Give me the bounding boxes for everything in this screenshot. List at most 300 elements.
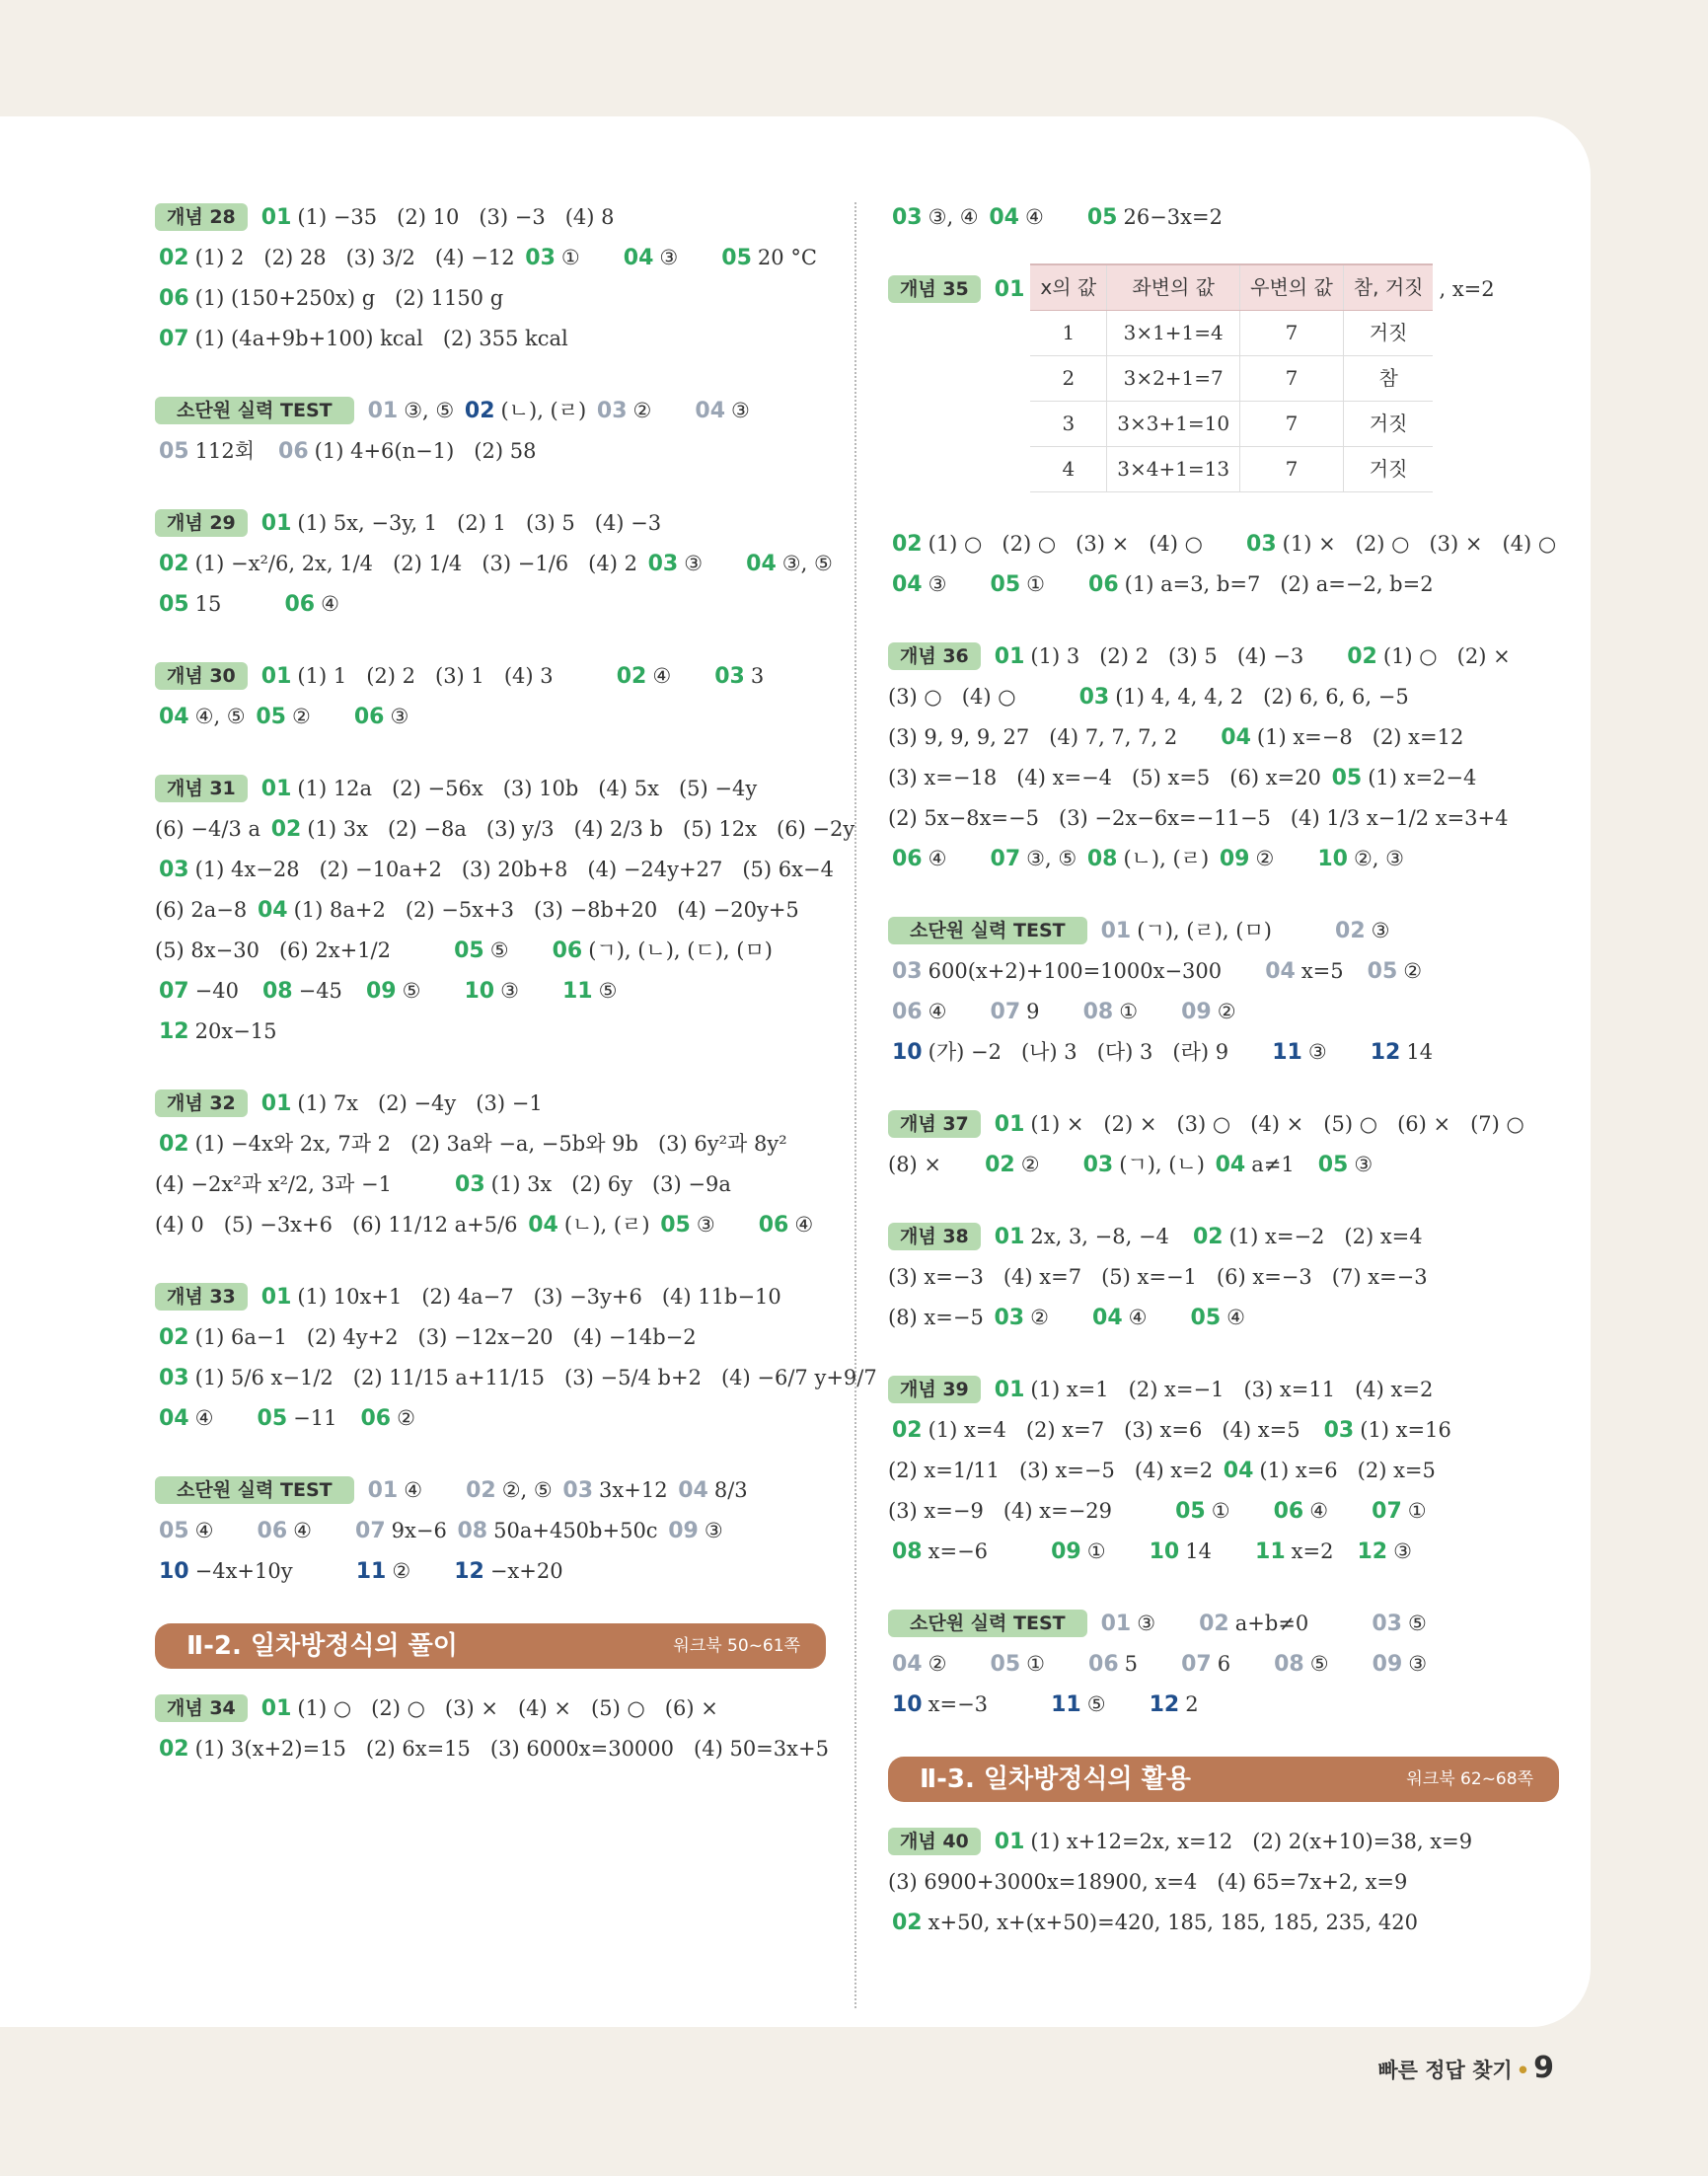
answer-block bbox=[155, 197, 826, 359]
answer-block bbox=[155, 503, 833, 625]
question-number: 12 bbox=[1370, 1040, 1401, 1065]
answer-text: (1) (150+250x) g (2) 1150 g bbox=[194, 286, 504, 310]
answer-text: 112회 bbox=[194, 439, 275, 463]
question-number: 04 bbox=[623, 246, 654, 270]
answer-text: ③, ⑤ bbox=[1026, 847, 1083, 870]
table-cell: 4 bbox=[1030, 447, 1106, 492]
question-number: 03 bbox=[994, 1306, 1025, 1330]
question-number: 01 bbox=[260, 1091, 292, 1116]
answer-text: ④ bbox=[794, 1213, 814, 1237]
question-number: 09 bbox=[1219, 847, 1250, 871]
question-number: 04 bbox=[159, 705, 189, 729]
answer-block bbox=[155, 1277, 877, 1439]
question-number: 04 bbox=[1265, 959, 1296, 984]
answer-text: −4x+10y bbox=[194, 1559, 352, 1583]
answer-text: ④ bbox=[1226, 1306, 1245, 1329]
answer-line bbox=[155, 584, 826, 625]
answer-text: (1) x+12=2x, x=12 (2) 2(x+10)=38, x=9 bbox=[1030, 1830, 1473, 1853]
question-number: 02 bbox=[616, 664, 647, 689]
answer-text: ① bbox=[1407, 1499, 1427, 1523]
table-cell: 7 bbox=[1240, 356, 1344, 402]
question-number: 06 bbox=[552, 938, 583, 963]
question-number: 03 bbox=[455, 1172, 485, 1197]
left-after-blocks bbox=[155, 1688, 829, 1769]
answer-text: (3) x=−18 (4) x=−4 (5) x=5 (6) x=20 bbox=[888, 766, 1328, 789]
answer-text: (1) (4a+9b+100) kcal (2) 355 kcal bbox=[194, 327, 568, 350]
answer-text: (1) x=4 (2) x=7 (3) x=6 (4) x=5 bbox=[928, 1418, 1320, 1442]
answer-text: 6 bbox=[1217, 1652, 1271, 1676]
concept-tag: 개념 34 bbox=[155, 1694, 248, 1722]
answer-text: ① bbox=[1119, 1000, 1178, 1023]
answer-line bbox=[888, 1862, 1559, 1903]
question-number: 04 bbox=[695, 399, 726, 423]
answer-text: (1) × (2) ○ (3) × (4) ○ bbox=[1282, 532, 1557, 556]
answer-text: (가) −2 (나) 3 (다) 3 (라) 9 bbox=[928, 1040, 1269, 1064]
answer-line bbox=[888, 1145, 1559, 1185]
question-number: 03 bbox=[159, 1366, 189, 1390]
answer-line bbox=[155, 1398, 826, 1439]
question-number: 03 bbox=[892, 205, 923, 230]
answer-line bbox=[155, 1511, 826, 1551]
question-number: 11 bbox=[561, 979, 593, 1004]
answer-line bbox=[888, 1298, 1559, 1338]
question-number: 01 bbox=[367, 399, 399, 423]
answer-line bbox=[155, 238, 826, 278]
answer-text: (1) × (2) × (3) ○ (4) × (5) ○ (6) × (7) ○ bbox=[1030, 1112, 1524, 1136]
answer-line bbox=[888, 677, 1559, 717]
section-title: Ⅱ-2. 일차방정식의 풀이 bbox=[186, 1630, 458, 1661]
question-number: 04 bbox=[892, 572, 923, 597]
answer-text: 26−3x=2 bbox=[1123, 205, 1223, 229]
answer-text: (1) ○ (2) ○ (3) × (4) × (5) ○ (6) × bbox=[297, 1696, 718, 1720]
answer-line bbox=[155, 1317, 826, 1358]
question-number: 04 bbox=[1215, 1153, 1246, 1177]
answer-text: 9x−6 bbox=[391, 1519, 454, 1542]
answer-block bbox=[888, 1604, 1559, 1725]
answer-text: (1) 1 (2) 2 (3) 1 (4) 3 bbox=[297, 664, 613, 688]
answer-block bbox=[155, 1084, 826, 1245]
answer-block bbox=[155, 391, 826, 472]
table-header-row bbox=[1030, 264, 1433, 311]
question-number: 05 bbox=[1190, 1306, 1222, 1330]
answer-text: x=−3 bbox=[928, 1692, 1048, 1716]
question-number: 03 bbox=[1078, 685, 1110, 710]
answer-text: 2x, 3, −8, −4 bbox=[1030, 1225, 1189, 1248]
answer-text: (1) x=1 (2) x=−1 (3) x=11 (4) x=2 bbox=[1030, 1378, 1434, 1401]
question-number: 02 bbox=[159, 1737, 189, 1762]
answer-text: ⑤ bbox=[1086, 1692, 1146, 1716]
question-number: 08 bbox=[1274, 1652, 1304, 1677]
answer-text: (1) 3 (2) 2 (3) 5 (4) −3 bbox=[1030, 644, 1344, 668]
question-number: 08 bbox=[457, 1519, 488, 1543]
question-number: 01 bbox=[994, 1112, 1025, 1137]
answer-line bbox=[155, 1277, 826, 1317]
answer-block bbox=[155, 656, 826, 737]
question-number: 02 bbox=[892, 1418, 923, 1443]
question-number: 09 bbox=[1372, 1652, 1403, 1677]
table-row bbox=[1030, 311, 1433, 356]
concept-tag: 개념 40 bbox=[888, 1828, 981, 1855]
table-cell: 1 bbox=[1030, 311, 1106, 356]
answer-line bbox=[888, 1604, 1559, 1644]
question-number: 03 bbox=[1082, 1153, 1114, 1177]
answer-text: ① bbox=[1026, 572, 1085, 596]
answer-text: (4) 0 (5) −3x+6 (6) 11/12 a+5/6 bbox=[155, 1213, 525, 1237]
answer-text: ② bbox=[1020, 1153, 1079, 1176]
answer-text: 600(x+2)+100=1000x−300 bbox=[928, 959, 1262, 983]
table-header: 우변의 값 bbox=[1240, 264, 1344, 311]
question-number: 06 bbox=[892, 847, 923, 871]
question-number: 01 bbox=[994, 1378, 1025, 1402]
answer-text: ③ bbox=[704, 1519, 723, 1542]
question-number: 05 bbox=[257, 1406, 288, 1431]
answer-text: x+50, x+(x+50)=420, 185, 185, 185, 235, 420 bbox=[928, 1911, 1418, 1934]
answer-line bbox=[155, 971, 826, 1012]
question-number: 06 bbox=[159, 286, 189, 311]
answer-text: (1) −4x와 2x, 7과 2 (2) 3a와 −a, −5b와 9b (3) 6y²과 8y² bbox=[194, 1132, 787, 1156]
question-number: 09 bbox=[668, 1519, 699, 1543]
page-number: 9 bbox=[1533, 2051, 1554, 2085]
question-number: 10 bbox=[464, 979, 495, 1004]
question-number: 05 bbox=[159, 1519, 189, 1543]
concept-tag: 개념 37 bbox=[888, 1110, 981, 1138]
answer-text: ③ bbox=[1307, 1040, 1367, 1064]
unit-test-tag: 소단원 실력 TEST bbox=[155, 397, 354, 424]
answer-line bbox=[888, 1685, 1559, 1725]
question-number: 05 bbox=[660, 1213, 691, 1238]
answer-text: 50a+450b+50c bbox=[493, 1519, 665, 1542]
answer-line bbox=[155, 1084, 826, 1124]
table-cell: 3×3+1=10 bbox=[1107, 402, 1240, 447]
question-number: 02 bbox=[159, 1132, 189, 1157]
question-number: 11 bbox=[355, 1559, 387, 1584]
question-number: 12 bbox=[1149, 1692, 1180, 1717]
answer-line bbox=[155, 697, 826, 737]
answer-line bbox=[888, 637, 1559, 677]
answer-text: ⑤ bbox=[1407, 1612, 1427, 1635]
question-number: 01 bbox=[994, 1225, 1025, 1249]
answer-text: (6) −4/3 a bbox=[155, 817, 267, 841]
answer-text: (8) × bbox=[888, 1153, 982, 1176]
value-table bbox=[1030, 263, 1433, 492]
table-cell: 3 bbox=[1030, 402, 1106, 447]
concept-tag: 개념 39 bbox=[888, 1376, 981, 1403]
answer-text: (3) ○ (4) ○ bbox=[888, 685, 1076, 709]
table-row bbox=[1030, 447, 1433, 492]
section-title: Ⅱ-3. 일차방정식의 활용 bbox=[920, 1763, 1191, 1794]
question-number: 03 bbox=[596, 399, 628, 423]
question-number: 08 bbox=[892, 1539, 923, 1564]
answer-line bbox=[888, 951, 1559, 992]
answer-text: ②, ③ bbox=[1353, 847, 1404, 870]
answer-text: (1) −x²/6, 2x, 1/4 (2) 1/4 (3) −1/6 (4) 2 bbox=[194, 552, 644, 575]
answer-text: x=−6 bbox=[928, 1539, 1048, 1563]
answer-text: (1) 4+6(n−1) (2) 58 bbox=[314, 439, 537, 463]
question-number: 07 bbox=[355, 1519, 386, 1543]
answer-text: ④ bbox=[928, 847, 987, 870]
answer-text: (1) 5/6 x−1/2 (2) 11/15 a+11/15 (3) −5/4 b+2 (4) −6/7 y+9/7 bbox=[194, 1366, 877, 1389]
answer-text: , x=2 bbox=[1439, 277, 1495, 301]
answer-text: 20x−15 bbox=[194, 1019, 277, 1043]
concept-35-block bbox=[888, 269, 1559, 492]
question-number: 02 bbox=[159, 246, 189, 270]
answer-text: (1) 3x (2) −8a (3) y/3 (4) 2/3 b (5) 12x (6) −2y bbox=[307, 817, 855, 841]
question-number: 12 bbox=[159, 1019, 189, 1044]
question-number: 01 bbox=[367, 1478, 399, 1503]
question-number: 02 bbox=[892, 1911, 923, 1935]
right-after-blocks bbox=[888, 1822, 1559, 1943]
answer-text: x=2 bbox=[1291, 1539, 1354, 1563]
unit-test-tag: 소단원 실력 TEST bbox=[155, 1476, 354, 1504]
answer-text: (ㄴ), (ㄹ) bbox=[500, 399, 593, 422]
answer-line bbox=[888, 1451, 1559, 1491]
question-number: 12 bbox=[1357, 1539, 1388, 1564]
answer-text: (1) 6a−1 (2) 4y+2 (3) −12x−20 (4) −14b−2 bbox=[194, 1325, 697, 1349]
question-number: 03 bbox=[1246, 532, 1277, 557]
answer-block bbox=[888, 1822, 1559, 1943]
question-number: 04 bbox=[892, 1652, 923, 1677]
right-blocks bbox=[888, 524, 1559, 1725]
answer-line bbox=[888, 911, 1559, 951]
question-number: 05 bbox=[454, 938, 484, 963]
answer-text: ③ bbox=[1371, 919, 1390, 942]
answer-text: (1) 5x, −3y, 1 (2) 1 (3) 5 (4) −3 bbox=[297, 511, 662, 535]
question-number: 05 bbox=[721, 246, 752, 270]
footer-label: 빠른 정답 찾기 bbox=[1377, 2059, 1513, 2082]
answer-line bbox=[888, 269, 1559, 492]
answer-line bbox=[155, 503, 826, 544]
answer-text: (1) 3(x+2)=15 (2) 6x=15 (3) 6000x=30000 (4) 50=3x+5 bbox=[194, 1737, 829, 1761]
answer-text: ④ bbox=[928, 1000, 987, 1023]
question-number: 02 bbox=[1347, 644, 1377, 669]
question-number: 10 bbox=[892, 1040, 923, 1065]
answer-block bbox=[155, 769, 855, 1052]
answer-text: ③ bbox=[684, 552, 743, 575]
question-number: 10 bbox=[159, 1559, 189, 1584]
answer-line bbox=[888, 1410, 1559, 1451]
answer-text: (1) ○ (2) ○ (3) × (4) ○ bbox=[928, 532, 1243, 556]
answer-text: (4) −2x²과 x²/2, 3과 −1 bbox=[155, 1172, 452, 1196]
answer-line bbox=[888, 992, 1559, 1032]
answer-block bbox=[888, 197, 1559, 238]
answer-text: (6) 2a−8 bbox=[155, 898, 254, 922]
question-number: 06 bbox=[353, 705, 385, 729]
question-number: 05 bbox=[1175, 1499, 1206, 1524]
answer-line bbox=[888, 1217, 1559, 1257]
question-number: 02 bbox=[270, 817, 302, 842]
answer-line bbox=[155, 391, 826, 431]
answer-text: (1) x=−2 (2) x=4 bbox=[1228, 1225, 1423, 1248]
unit-test-tag: 소단원 실력 TEST bbox=[888, 1610, 1087, 1637]
answer-text: ③ bbox=[1354, 1153, 1374, 1176]
question-number: 07 bbox=[159, 979, 189, 1004]
answer-text: ④ bbox=[194, 1406, 254, 1430]
answer-text: a≠1 bbox=[1251, 1153, 1314, 1176]
question-number: 11 bbox=[1051, 1692, 1081, 1717]
answer-text: (1) ○ (2) × bbox=[1382, 644, 1511, 668]
answer-text: ① bbox=[1086, 1539, 1146, 1563]
answer-text: ② bbox=[1255, 847, 1314, 870]
table-header: 참, 거짓 bbox=[1343, 264, 1433, 311]
answer-text: ① bbox=[1026, 1652, 1085, 1676]
answer-text: 3x+12 bbox=[599, 1478, 675, 1502]
concept-tag: 개념 38 bbox=[888, 1223, 981, 1250]
answer-text: ⑤ bbox=[489, 938, 549, 962]
column-divider bbox=[854, 202, 856, 2008]
answer-text: ③ bbox=[1408, 1652, 1428, 1676]
table-cell: 7 bbox=[1240, 402, 1344, 447]
answer-text: ③ bbox=[500, 979, 558, 1003]
answer-line bbox=[155, 1729, 829, 1769]
section-banner-2 bbox=[155, 1623, 826, 1669]
answer-text: 5 bbox=[1124, 1652, 1178, 1676]
question-number: 04 bbox=[1092, 1306, 1123, 1330]
answer-block bbox=[888, 524, 1559, 605]
answer-text: (1) 10x+1 (2) 4a−7 (3) −3y+6 (4) 11b−10 bbox=[297, 1285, 781, 1309]
question-number: 03 bbox=[1372, 1612, 1402, 1636]
answer-text: ④ bbox=[652, 664, 711, 688]
answer-text: ② bbox=[632, 399, 692, 422]
concept-tag: 개념 32 bbox=[155, 1089, 248, 1117]
left-blocks bbox=[155, 197, 877, 1592]
question-number: 04 bbox=[159, 1406, 189, 1431]
answer-text: ② bbox=[1030, 1306, 1089, 1329]
concept-tag: 개념 30 bbox=[155, 662, 248, 690]
answer-text: ② bbox=[397, 1406, 415, 1430]
answer-text: 20 °C bbox=[757, 246, 817, 269]
answer-text: (3) x=−3 (4) x=7 (5) x=−1 (6) x=−3 (7) x=−3 bbox=[888, 1265, 1428, 1289]
answer-line bbox=[888, 197, 1559, 238]
question-number: 01 bbox=[260, 1696, 292, 1721]
answer-text: ③ bbox=[659, 246, 718, 269]
answer-line bbox=[888, 1822, 1559, 1862]
table-cell: 7 bbox=[1240, 447, 1344, 492]
question-number: 06 bbox=[257, 1519, 288, 1543]
question-number: 09 bbox=[365, 979, 397, 1004]
answer-text: ④ bbox=[194, 1519, 254, 1542]
question-number: 03 bbox=[714, 664, 745, 689]
answer-text: ② bbox=[1403, 959, 1423, 983]
answer-text: (1) x=2−4 bbox=[1368, 766, 1477, 789]
table-cell: 7 bbox=[1240, 311, 1344, 356]
answer-text: ③, ⑤ bbox=[781, 552, 833, 575]
answer-text: (1) x=16 bbox=[1360, 1418, 1451, 1442]
table-cell: 3×2+1=7 bbox=[1107, 356, 1240, 402]
answer-line bbox=[888, 1104, 1559, 1145]
answer-text: (2) x=1/11 (3) x=−5 (4) x=2 bbox=[888, 1459, 1220, 1482]
question-number: 08 bbox=[261, 979, 293, 1004]
answer-text: 15 bbox=[194, 592, 281, 616]
answer-text: ③ bbox=[696, 1213, 755, 1237]
answer-text: ② bbox=[1217, 1000, 1236, 1023]
answer-text: ③ bbox=[1137, 1612, 1196, 1635]
answer-text: ④ bbox=[293, 1519, 352, 1542]
answer-line bbox=[155, 1551, 826, 1592]
answer-line bbox=[155, 197, 826, 238]
concept-tag: 개념 31 bbox=[155, 775, 248, 802]
answer-text: −40 bbox=[194, 979, 259, 1003]
answer-text: 9 bbox=[1026, 1000, 1079, 1023]
answer-text: ④ bbox=[404, 1478, 463, 1502]
answer-text: 14 bbox=[1406, 1040, 1434, 1064]
answer-text: ③ bbox=[1393, 1539, 1412, 1563]
answer-text: (1) 12a (2) −56x (3) 10b (4) 5x (5) −4y bbox=[297, 777, 758, 800]
question-number: 02 bbox=[159, 552, 189, 576]
question-number: 02 bbox=[464, 399, 495, 423]
answer-line bbox=[155, 1470, 826, 1511]
question-number: 03 bbox=[159, 858, 189, 882]
answer-line bbox=[888, 564, 1559, 605]
answer-text: (3) 9, 9, 9, 27 (4) 7, 7, 7, 2 bbox=[888, 725, 1218, 749]
question-number: 09 bbox=[1181, 1000, 1212, 1024]
answer-text: (ㄱ), (ㄴ) bbox=[1119, 1153, 1212, 1176]
answer-text: (1) x=6 (2) x=5 bbox=[1259, 1459, 1436, 1482]
answer-text: ① bbox=[1211, 1499, 1270, 1523]
question-number: 06 bbox=[1088, 1652, 1119, 1677]
question-number: 08 bbox=[1086, 847, 1118, 871]
right-column bbox=[888, 197, 1559, 1975]
answer-text: (ㄱ), (ㄹ), (ㅁ) bbox=[1137, 919, 1332, 942]
answer-text: ④ bbox=[1309, 1499, 1369, 1523]
concept-tag: 개념 28 bbox=[155, 203, 248, 231]
answer-text: (ㄴ), (ㄹ) bbox=[1123, 847, 1216, 870]
question-number: 07 bbox=[1181, 1652, 1212, 1677]
answer-text: (8) x=−5 bbox=[888, 1306, 991, 1329]
answer-line bbox=[155, 319, 826, 359]
question-number: 09 bbox=[1051, 1539, 1081, 1564]
concept-tag: 개념 35 bbox=[888, 275, 981, 303]
answer-line bbox=[888, 1491, 1559, 1532]
workbook-ref: 워크북 50~61쪽 bbox=[673, 1635, 800, 1656]
answer-line bbox=[888, 839, 1559, 879]
question-number: 01 bbox=[994, 277, 1025, 302]
answer-line bbox=[888, 1032, 1559, 1073]
answer-text: (ㄱ), (ㄴ), (ㄷ), (ㅁ) bbox=[588, 938, 773, 962]
left-column bbox=[155, 197, 877, 1801]
table-header: x의 값 bbox=[1030, 264, 1106, 311]
answer-line bbox=[155, 278, 826, 319]
question-number: 05 bbox=[1367, 959, 1398, 984]
answer-block bbox=[888, 1370, 1559, 1572]
answer-text: (1) 7x (2) −4y (3) −1 bbox=[297, 1091, 543, 1115]
question-number: 02 bbox=[159, 1325, 189, 1350]
answer-line bbox=[888, 798, 1559, 839]
answer-block bbox=[888, 1104, 1559, 1185]
question-number: 01 bbox=[1100, 919, 1132, 943]
answer-line bbox=[888, 1257, 1559, 1298]
question-number: 04 bbox=[528, 1213, 558, 1238]
answer-text: (ㄴ), (ㄹ) bbox=[563, 1213, 657, 1237]
question-number: 11 bbox=[1255, 1539, 1286, 1564]
footer-dot: • bbox=[1516, 2059, 1530, 2082]
answer-line bbox=[888, 1370, 1559, 1410]
answer-line bbox=[155, 1012, 826, 1052]
answer-text: (3) x=−9 (4) x=−29 bbox=[888, 1499, 1172, 1523]
question-number: 03 bbox=[1323, 1418, 1355, 1443]
question-number: 06 bbox=[278, 439, 309, 464]
table-cell: 2 bbox=[1030, 356, 1106, 402]
question-number: 01 bbox=[260, 511, 292, 536]
question-number: 05 bbox=[159, 592, 189, 617]
question-number: 03 bbox=[562, 1478, 594, 1503]
answer-text: ③ bbox=[731, 399, 750, 422]
question-number: 05 bbox=[1086, 205, 1118, 230]
answer-text: −45 bbox=[298, 979, 362, 1003]
answer-text: (1) 3x (2) 6y (3) −9a bbox=[490, 1172, 731, 1196]
answer-block bbox=[155, 1688, 829, 1769]
answer-text: −11 bbox=[293, 1406, 357, 1430]
answer-text: 8/3 bbox=[713, 1478, 748, 1502]
